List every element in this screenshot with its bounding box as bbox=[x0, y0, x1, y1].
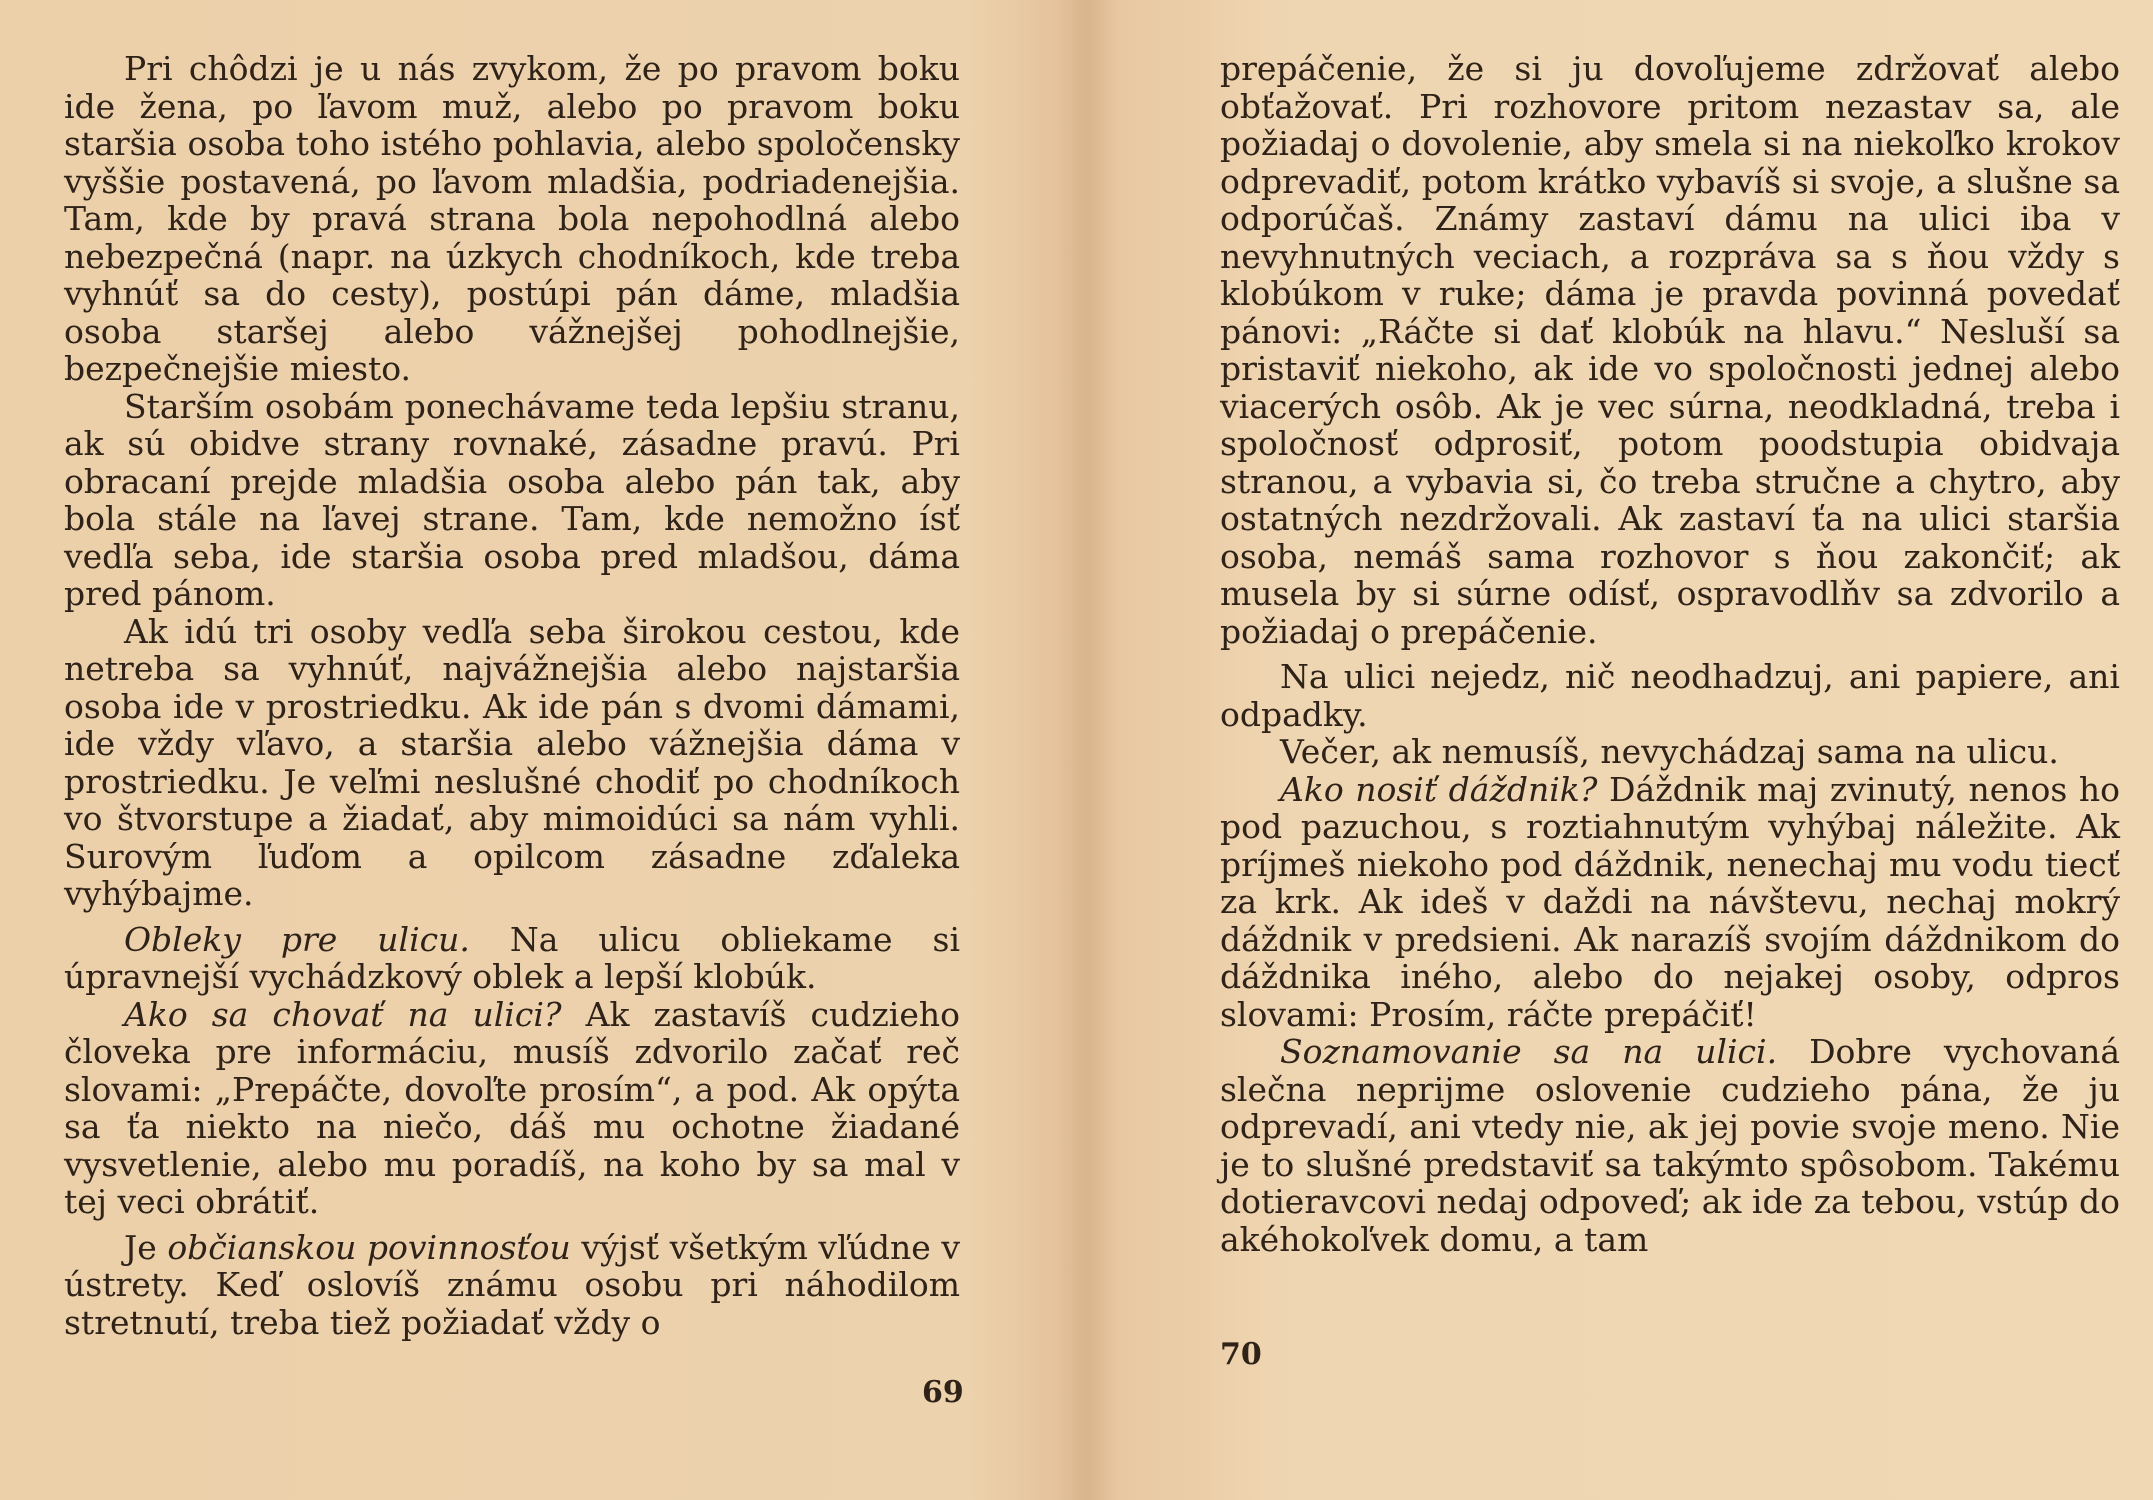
paragraph-evening: Večer, ak nemusíš, nevychádzaj sama na ulicu. bbox=[1280, 732, 2059, 771]
heading-chovat: Ako sa chovať na ulici? bbox=[124, 994, 562, 1034]
paragraph-umbrella bbox=[1220, 771, 2120, 1034]
text-obleky: Na ulicu obliekame si úpravnejší vychádzkový oblek a lepší klobúk. bbox=[64, 919, 960, 996]
text-je: Je bbox=[124, 1227, 168, 1267]
paragraph-walking-order: Pri chôdzi je u nás zvykom, že po pravom boku ide žena, po ľavom muž, alebo po pravom boku staršia osoba toho istého pohlavia, alebo spoločensky vyššie postavená, po ľavom mladšia, podriadenejšia. Tam, kde by pravá strana bola nepohodlná alebo nebezpečná (napr. na úzkych chodníkoch, kde treba vyhnúť sa do cesty), postúpi pán dáme, mladšia osoba staršej alebo vážnejšej pohodlnejšie, bezpečnejšie miesto. bbox=[64, 49, 960, 388]
heading-acquaintance: Soznamovanie sa na ulici. bbox=[1280, 1032, 1778, 1071]
text-povinnost: výjsť všetkým vľúdne v ústrety. Keď oslovíš známu osobu pri náhodilom stretnutí, treba tiež požiadať vždy o bbox=[64, 1227, 960, 1342]
left-page bbox=[64, 50, 960, 1440]
paragraph-better-side: Starším osobám ponechávame teda lepšiu stranu, ak sú obidve strany rovnaké, zásadne pravú. Pri obracaní prejde mladšia osoba alebo pán tak, aby bola stále na ľavej strane. Tam, kde nemožno ísť vedľa seba, ide staršia osoba pred mladšou, dáma pred pánom. bbox=[64, 386, 960, 613]
paragraph-three-persons: Ak idú tri osoby vedľa seba širokou cestou, kde netreba sa vyhnúť, najvážnejšia alebo najstaršia osoba ide v prostriedku. Ak ide pán s dvomi dámami, ide vždy vľavo, a staršia alebo vážnejšia dáma v prostriedku. Je veľmi neslušné chodiť po chodníkoch vo štvorstupe a žiadať, aby mimoidúci sa nám vyhli. Surovým ľuďom a opilcom zásadne zďaleka vyhýbajme. bbox=[64, 611, 960, 913]
paragraph-chovat bbox=[64, 996, 960, 1221]
heading-obleky: Obleky pre ulicu. bbox=[124, 919, 470, 959]
heading-povinnost: občianskou povinnosťou bbox=[167, 1227, 571, 1267]
paragraph-acquaintance bbox=[1220, 1033, 2120, 1258]
page-number-right: 70 bbox=[1220, 1337, 1262, 1372]
paragraph-continuation: prepáčenie, že si ju dovoľujeme zdržovať alebo obťažovať. Pri rozhovore pritom nezastav sa, ale požiadaj o dovolenie, aby smela si na niekoľko krokov odprevadiť, potom krátko vybavíš si svoje, a slušne sa odporúčaš. Známy zastaví dámu na ulici iba v nevyhnutných veciach, a rozpráva sa s ňou vždy s klobúkom v ruke; dáma je pravda povinná povedať pánovi: „Ráčte si dať klobúk na hlavu.“ Nesluší sa pristaviť niekoho, ak ide vo spoločnosti jednej alebo viacerých osôb. Ak je vec súrna, neodkladná, treba i spoločnosť odprosiť, potom poodstupia obidvaja stranou, a vybavia si, čo treba stručne a chytro, aby ostatných nezdržovali. Ak zastaví ťa na ulici staršia osoba, nemáš sama rozhovor s ňou zakončiť; ak musela by si súrne odísť, ospravodlňv sa zdvorilo a požiadaj o prepáčenie. bbox=[1220, 49, 2120, 651]
heading-umbrella: Ako nosiť dáždnik? bbox=[1280, 769, 1598, 809]
paragraph-no-littering: Na ulici nejedz, nič neodhadzuj, ani papiere, ani odpadky. bbox=[1220, 657, 2120, 734]
page-number-left: 69 bbox=[922, 1375, 964, 1410]
paragraph-povinnost bbox=[64, 1229, 960, 1342]
text-acquaintance: Dobre vychovaná slečna neprijme oslovenie cudzieho pána, že ju odprevadí, ani vtedy nie, ak jej povie svoje meno. Nie je to slušné predstaviť sa takýmto spôsobom. Takému dotieravcovi nedaj odpoveď; ak ide za tebou, vstúp do akéhokoľvek domu, a tam bbox=[1220, 1032, 2120, 1259]
text-umbrella: Dáždnik maj zvinutý, nenos ho pod pazuchou, s roztiahnutým vyhýbaj náležite. Ak príjmeš niekoho pod dáždnik, nenechaj mu vodu tiecť za krk. Ak ideš v daždi na návštevu, nechaj mokrý dáždnik v predsieni. Ak narazíš svojím dáždnikom do dáždnika iného, alebo do nejakej osoby, odpros slovami: Prosím, ráčte prepáčiť! bbox=[1220, 769, 2121, 1034]
text-chovat: Ak zastavíš cudzieho človeka pre informáciu, musíš zdvorilo začať reč slovami: „Prepáčte, dovoľte prosím“, a pod. Ak opýta sa ťa niekto na niečo, dáš mu ochotne žiadané vysvetlenie, alebo mu poradíš, na koho by sa mal v tej veci obrátiť. bbox=[64, 994, 960, 1221]
right-page bbox=[1220, 50, 2120, 1440]
paragraph-obleky bbox=[64, 921, 960, 996]
